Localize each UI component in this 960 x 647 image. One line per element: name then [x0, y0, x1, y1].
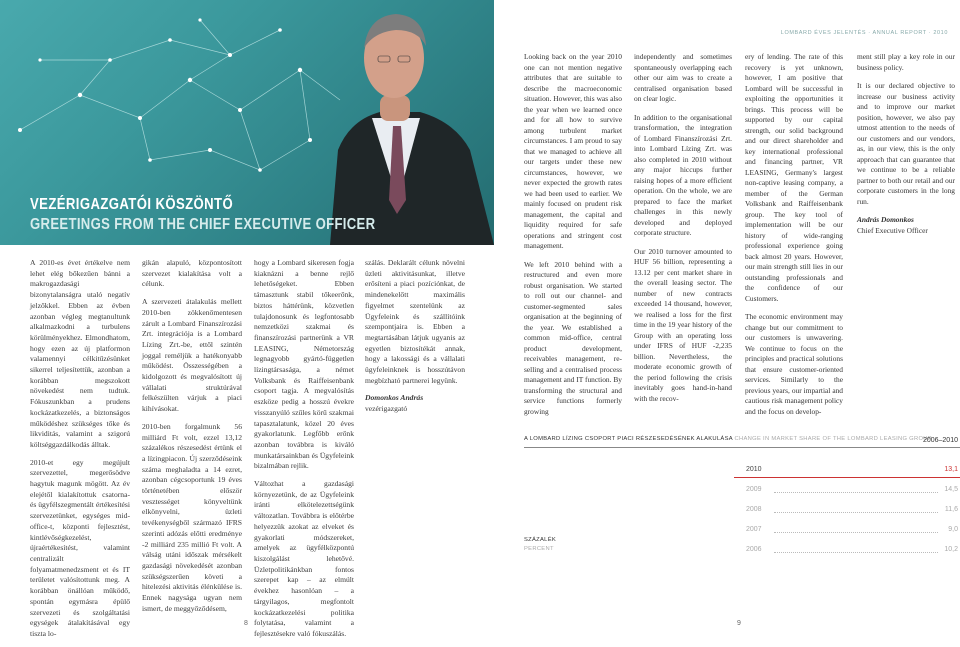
table-row	[734, 466, 960, 478]
text-column-5	[524, 52, 622, 425]
paragraph: The economic environment may change but our commitment to our customers is unwavering. We continue to focus on the principles and practical solutions that ensure customer-oriented services. Similarly to the previous years, our impartial and cautious risk management policy and the focus on develop-	[745, 312, 843, 416]
table-row	[734, 486, 960, 498]
paragraph: Looking back on the year 2010 one can not mention negative attributes that are suitable to describe the macroeconomic situation. However, this was also the year when we learned once and for all how to survive among turbulent market circumstances. I am proud to say that we managed to achieve all our targets under these new circumstances, however, we never expected the growth rates we had been used to earlier. We mainly focused on prudent risk management, the capital and liquidity required for safe operations and stringent cost management.	[524, 52, 622, 250]
signature-name: András Domonkos	[857, 215, 914, 224]
row-leader-line	[774, 532, 938, 533]
paragraph: It is our declared objective to increase our business activity and to improve our market position, however, we also pay utmost attention to the needs of our customers and our vendors, as, in our view, this is the only approach that can guarantee that we continue to be a reliable partner to both our retail and our corporate customers in the long run.	[857, 81, 955, 206]
page-number-right: 9	[737, 620, 741, 627]
chart-title-hu: A LOMBARD LÍZING CSOPORT PIACI RÉSZESEDÉSÉNEK ALAKULÁSA	[524, 436, 733, 442]
page-title-en: GREETINGS FROM THE CHIEF EXECUTIVE OFFICER	[30, 216, 376, 233]
paragraph: Our 2010 turnover amounted to HUF 56 billion, representing a 13.12 per cent market share in the overall leasing sector. The number of new contracts exceeded 14 thousand, however, we realised a loss for the first time in the 19 year history of the Group with an operating loss under IFRS of HUF -2,235 billion. Nevertheless, the moderate economic growth of the period following the crisis inevitably goes hand-in-hand with the recov-	[634, 246, 732, 403]
paragraph: In addition to the organisational transformation, the integration of Lombard Finanszírozási Zrt. into Lombard Lízing Zrt. was also completed in 2010 without any major hiccups further raising hopes of a more efficient operation. On the whole, we are prepared to face the market challenges in this newly developed and deployed corporate structure.	[634, 112, 732, 237]
page-number-left: 8	[244, 620, 248, 627]
signature-name: Domonkos András	[365, 393, 424, 403]
row-value: 9,0	[948, 526, 958, 533]
row-value: 14,5	[944, 486, 958, 493]
row-leader-line	[774, 512, 938, 513]
text-column-4	[365, 258, 465, 415]
row-value: 10,2	[944, 546, 958, 553]
paragraph: hogy a Lombard sikeresen fogja kiaknázni a benne rejlő lehetőségeket. Ebben támasztunk stabil tőkeerőnk, biztos háttérünk, közvetlen tulajdonosunk és legfontosabb nemzetközi szakmai és finanszírozási partnerünk a VR LEASING, Németország legnagyobb gyártó-független lízingtársasága, a német Volksbank és Raiffeisenbank csoport tagja. A megvalósítás eszköze pedig a hosszú évekre visszanyúló szűles körű szakmai tapasztalatunk, közel 20 éves gyakorlatunk. Legfőbb erőnk azonban továbbra is kiváló munkatársainkban és Ügyfeleink bizalmában rejlik.	[254, 258, 354, 471]
hero-banner	[0, 0, 494, 245]
text-column-8	[857, 52, 955, 236]
text-column-7	[745, 52, 843, 425]
text-column-2	[142, 258, 242, 622]
chart-period: 2006–2010	[922, 437, 958, 444]
text-column-1	[30, 258, 130, 647]
paragraph: 2010-et egy megújult szervezettel, megerősödve hagytuk magunk mögött. Az év elejétől kialakítottuk csatorna- és ügyfélszegmentált értékesítési szervezetünket, egységes mid-office-t, központi fejlesztést, kintlévőségkezelést, újraértékesítést, valamint centralizált folyamatmenedzsment et és IT területet valósítottunk meg. A korábban önállóan működő, spontán egymásra épülő szervezeti és szolgáltatási egységek átalakításával egy tiszta lo-	[30, 457, 130, 638]
paragraph: Változhat a gazdasági környezetünk, de az Ügyfeleink iránti elkötelezettségünk változatlan. Továbbra is előtérbe helyezzük azokat az elveket és gyakorlati módszereket, amelyek az ügyfélközpontú kiszolgálást lehetővé. Üzletpolitikánkban fontos szerepet kap – az elmúlt évekhez hasonlóan – a tárgyilagos, megfontolt kockázatkezelési politika folytatása, valamint a fejlesztésekre való fókuszálás.	[254, 479, 354, 638]
paragraph: A szervezeti átalakulás mellett 2010-ben zökkenőmentesen zárult a Lombard Finanszírozási Zrt. integrációja is a Lombard Lízing Zrt.-be, ettől szintén joggal reméljük a hatékonyabb működést. Összességében a kidolgozott és megvalósított új vállalati struktúrával felkészülten várjuk a piaci kihívásokat.	[142, 297, 242, 414]
paragraph: ery of lending. The rate of this recovery is yet unknown, however, I am positive that Lombard will be successful in exploiting the opportunities it brings. This process will be supported by our capital strength, our solid background and our direct shareholder and key international professional and financing partner, VR LEASING, Germany's largest non-captive leasing company, a member of the German Volksbank and Raiffeisenbank group. The key tool of implementation will be our history of wide-ranging professional experience going back almost 20 years. However, our main strength still lies in our outstanding professionals and the confidence of our Customers.	[745, 52, 843, 303]
row-leader-line	[774, 492, 938, 493]
page-title-hu: VEZÉRIGAZGATÓI KÖSZÖNTŐ	[30, 196, 234, 213]
paragraph: We left 2010 behind with a restructured and even more robust organisation. We started to roll out our channel- and customer-segmented sales organisation at the beginning of the year. We established a common mid-office, central product development, receivables management, re-selling and a centralised process management and IT function. By transforming the structural and service functions formerly growing	[524, 259, 622, 416]
signature-title: Chief Executive Officer	[857, 225, 928, 235]
paragraph: A 2010-es évet értékelve nem lehet elég bőkezűen bánni a makrogazdasági bizonytalanságra utaló negatív jelzőkkel. Ebben az évben azonban végleg megtanultunk alkalmazkodni a turbulens körülményekhez. Elmondhatom, hogy ezen az új platformon valamennyi célkitűzésünket sikerrel teljesítettük, azonban a korábban megszokott növekedést nem tudtuk. Fókuszunkban a prudens kockázatkezelés, a biztonságos működéshez szükséges tőke és likviditás, valamint a szigorú költséggazdálkodás álltak.	[30, 258, 130, 449]
chart-header	[524, 436, 960, 448]
paragraph: ment still play a key role in our business policy.	[857, 52, 955, 72]
row-year: 2009	[746, 486, 762, 493]
chart-unit-en: PERCENT	[524, 546, 554, 552]
row-year: 2008	[746, 506, 762, 513]
table-row	[734, 506, 960, 518]
paragraph: gikán alapuló, központosított szervezet kialakítása volt a célunk.	[142, 258, 242, 289]
signature-title: vezérigazgató	[365, 404, 408, 414]
row-year: 2010	[746, 466, 762, 473]
paragraph: independently and sometimes spontaneously overlapping each other our aim was to create a centralised organisation based on clear logic.	[634, 52, 732, 103]
text-column-3	[254, 258, 354, 647]
paragraph: szálás. Deklarált célunk növelni üzleti aktivitásunkat, illetve erősíteni a piaci pozíciónkat, de mindenekelőtt maximális figyelmet szentelünk az Ügyfeleink és szállítóink szempontjaira is. Ebben a megtartásában látjuk ugyanis az egyetlen biztosítékát annak, hogy a lakossági és a vállalati ügyfeleinknek is hosszútávon megbízható partnerei legyünk.	[365, 258, 465, 385]
paragraph: 2010-ben forgalmunk 56 milliárd Ft volt, ezzel 13,12 százalékos részesedést értünk el a lízingpiacon. Új szerződéseink száma meghaladta a 14 ezret, azonban cégcsoportunk 19 éves történetében először vesztességet könyveltünk elkönyvelni, üzleti tevékenységből származó IFRS szerinti adózás előtti eredménye -2 milliárd 235 millió Ft volt. A válság utáni időszak mérsékelt gazdasági növekedését azonban szükségszerűen követi a hitelezési aktivitás élénkülése is. Ennek nagysága ugyan nem ismert, de meggyőződésem,	[142, 421, 242, 613]
chart-title-en: CHANGE IN MARKET SHARE OF THE LOMBARD LEASING GROUP	[734, 436, 932, 442]
row-value: 13,1	[944, 466, 958, 473]
row-value: 11,6	[944, 506, 958, 513]
chart-unit-hu: SZÁZALÉK	[524, 537, 557, 543]
row-year: 2007	[746, 526, 762, 533]
text-column-6	[634, 52, 732, 412]
running-head: LOMBARD ÉVES JELENTÉS · ANNUAL REPORT · 2010	[780, 30, 948, 36]
row-year: 2006	[746, 546, 762, 553]
table-row	[734, 546, 960, 558]
table-row	[734, 526, 960, 538]
ceo-portrait	[330, 14, 494, 245]
row-leader-line	[774, 552, 938, 553]
